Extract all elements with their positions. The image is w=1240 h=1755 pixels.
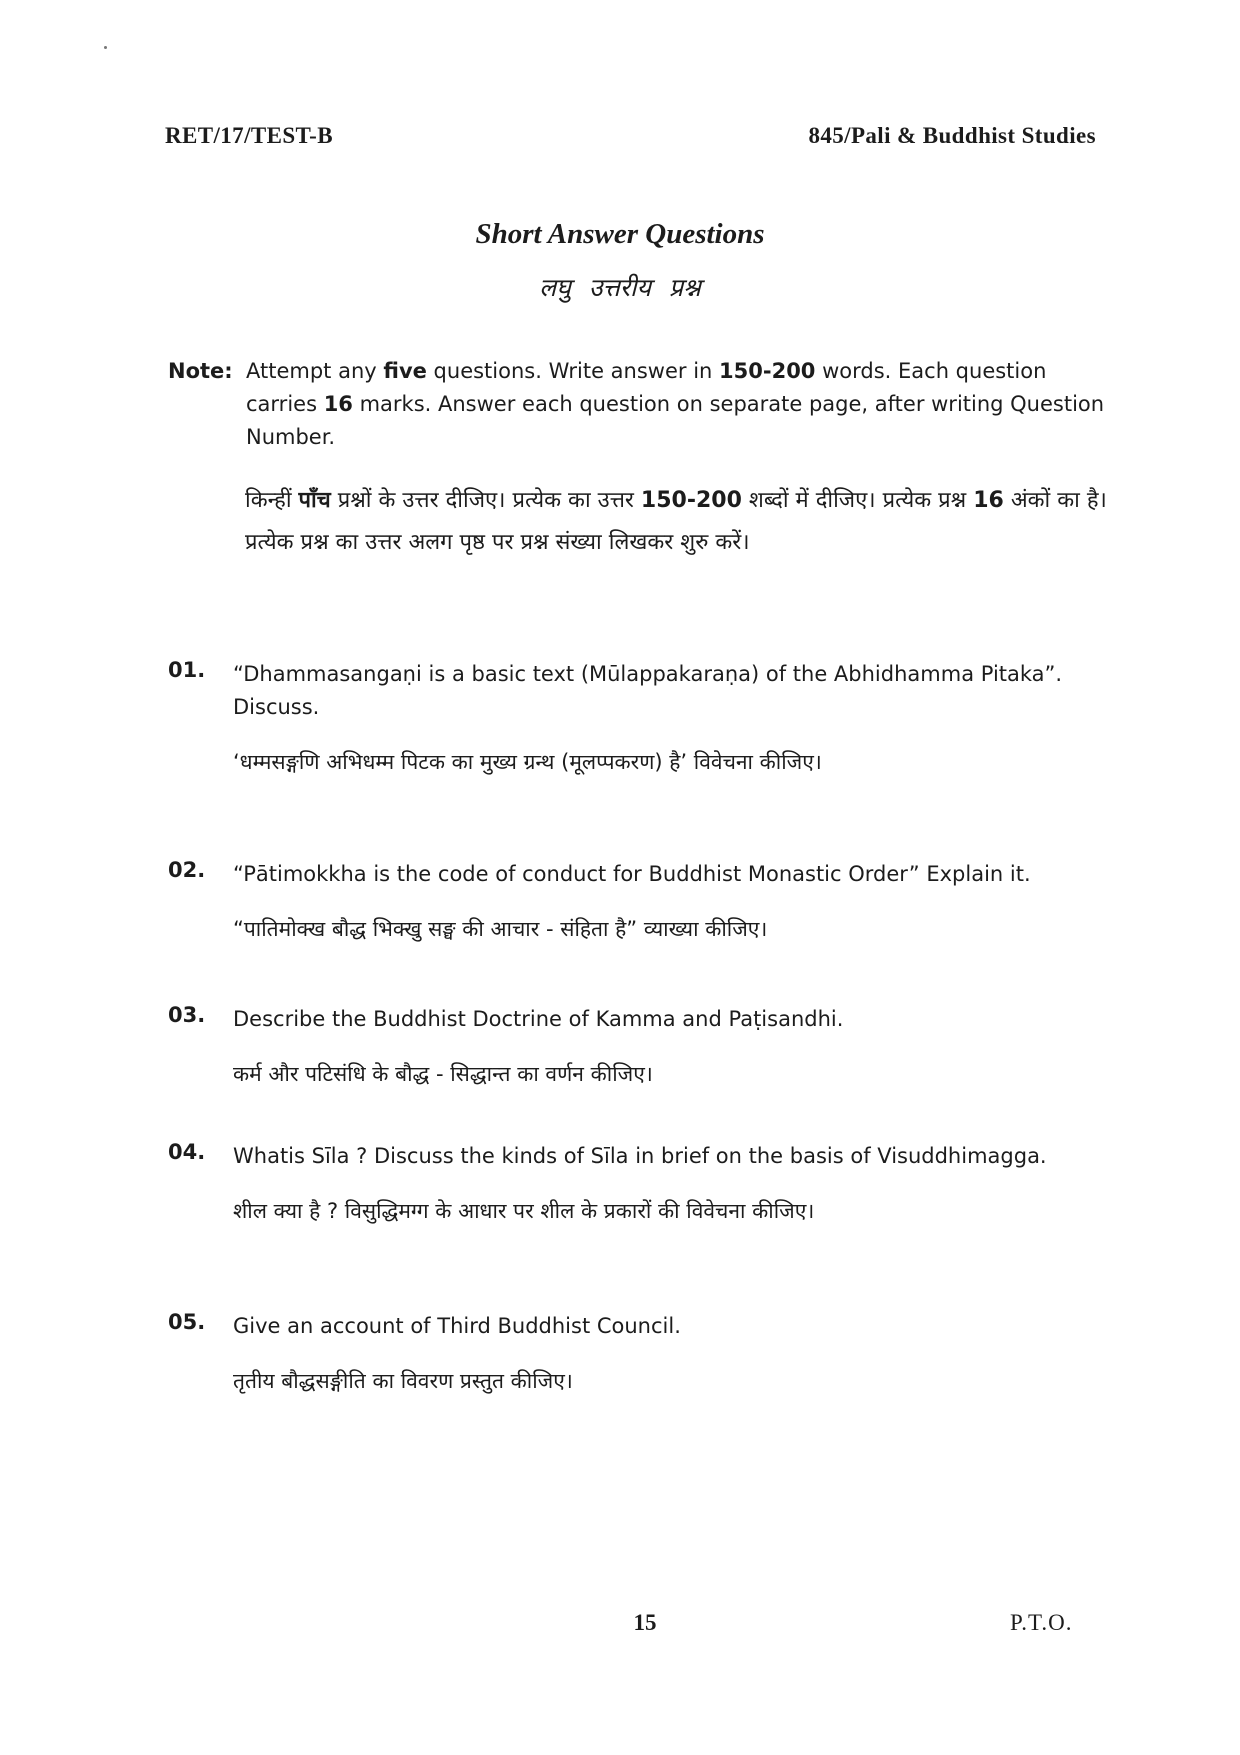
page-number: 15 <box>633 1610 657 1635</box>
question-english: “Pātimokkha is the code of conduct for Buddhist Monastic Order” Explain it. <box>233 862 1031 886</box>
question-english: “Dhammasangaṇi is a basic text (Mūlappakaraṇa) of the Abhidhamma Pitaka”. Discuss. <box>233 662 1063 719</box>
note-label: Note: <box>168 359 233 383</box>
question-hindi: तृतीय बौद्धसङ्गीति का विवरण प्रस्तुत कीजिए। <box>233 1369 573 1393</box>
question-hindi: शील क्या है ? विसुद्धिमग्ग के आधार पर शील के प्रकारों की विवेचना कीजिए। <box>233 1199 815 1223</box>
question-hindi: “पातिमोक्ख बौद्ध भिक्खु सङ्घ की आचार - संहिता है” व्याख्या कीजिए। <box>233 917 768 941</box>
scan-speck <box>104 46 107 49</box>
question-english: Describe the Buddhist Doctrine of Kamma and Paṭisandhi. <box>233 1007 844 1031</box>
subject-name: 845/Pali & Buddhist Studies <box>808 123 1096 148</box>
paper-code: RET/17/TEST-B <box>165 123 333 148</box>
question-number: 01. <box>168 658 206 682</box>
question-item <box>168 1140 1118 1229</box>
note-english-text: Attempt any five questions. Write answer in 150-200 words. Each question carries 16 marks. Answer each question on separate page, after writing Question Number. <box>246 359 1105 449</box>
question-item <box>168 658 1118 780</box>
note-english <box>168 355 1108 454</box>
question-item <box>168 1310 1118 1399</box>
question-english: Whatis Sīla ? Discuss the kinds of Sīla in brief on the basis of Visuddhimagga. <box>233 1144 1047 1168</box>
question-number: 04. <box>168 1140 206 1164</box>
question-number: 05. <box>168 1310 206 1334</box>
question-item <box>168 858 1118 947</box>
question-number: 02. <box>168 858 206 882</box>
question-hindi: कर्म और पटिसंधि के बौद्ध - सिद्धान्त का वर्णन कीजिए। <box>233 1062 653 1086</box>
question-number: 03. <box>168 1003 206 1027</box>
question-hindi: ‘धम्मसङ्गणि अभिधम्म पिटक का मुख्य ग्रन्थ (मूलप्पकरण) है’ विवेचना कीजिए। <box>233 750 822 774</box>
section-title-hindi: लघु उत्तरीय प्रश्न <box>539 273 701 302</box>
question-item <box>168 1003 1118 1092</box>
note-hindi: किन्हीं पाँच प्रश्नों के उत्तर दीजिए। प्रत्येक का उत्तर 150-200 शब्दों में दीजिए। प्रत्येक प्रश्न 16 अंकों का है। प्रत्येक प्रश्न का उत्तर अलग पृष्ठ पर प्रश्न संख्या लिखकर शुरु करें। <box>245 488 1107 555</box>
section-title: Short Answer Questions <box>475 218 765 250</box>
question-english: Give an account of Third Buddhist Council. <box>233 1314 681 1338</box>
please-turn-over: P.T.O. <box>1010 1610 1073 1635</box>
